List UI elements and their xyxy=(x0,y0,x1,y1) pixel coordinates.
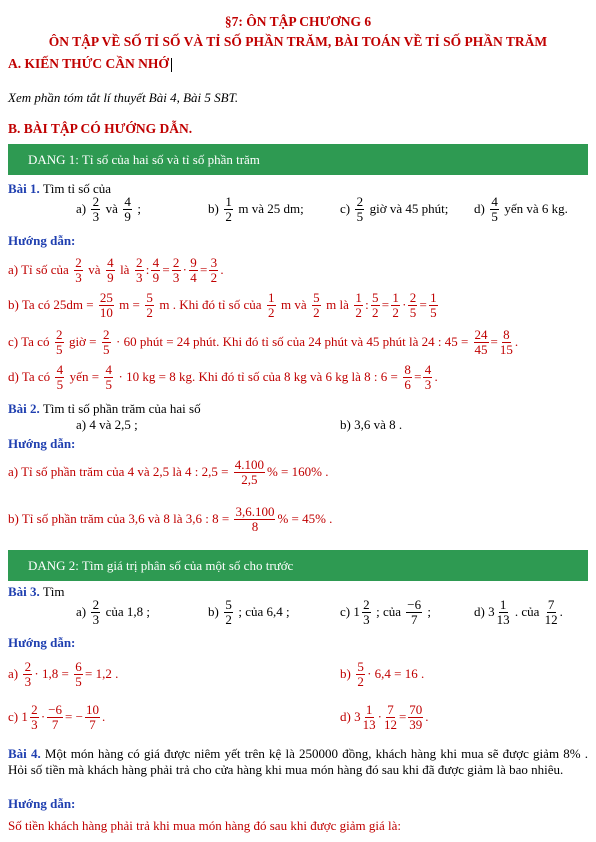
bai3-prompt: Bài 3. Tìm xyxy=(8,584,65,599)
section-b-heading: B. BÀI TẬP CÓ HƯỚNG DẪN. xyxy=(8,121,193,136)
bai3-item-c: c) 1 $\frac{2}{3}$ ; của $\frac{-6}{7}$ ; xyxy=(340,597,431,627)
bai3-item-d: d) 3 $\frac{1}{13}$ . của $\frac{7}{12}$ . xyxy=(474,597,563,627)
sol3-d: d) 3 $\frac{1}{13}$ · $\frac{7}{12}$ = $\frac{70}{39}$ . xyxy=(340,702,429,732)
sol3-b: b) $\frac{5}{2}$ · 6,4 = 16 . xyxy=(340,659,425,689)
bai2-item-b: b) 3,6 và 8 . xyxy=(340,417,403,432)
sol1-c: c) Ta có $\frac{2}{5}$ giờ = $\frac{2}{5}$ · 60 phút = 24 phút. Khi đó tỉ số của 24 phút và 45 phút là 24 : 45 = $\frac{24}{45}$ = $\frac{8}{15}$ . xyxy=(8,327,519,357)
sol1-b: b) Ta có 25dm = $\frac{25}{10}$ m = $\frac{5}{2}$ m . Khi đó tỉ số của $\frac{1}{2}$ m và $\frac{5}{2}$ m là $\frac{1}{2}$ : $\frac{5}{2}$ = $\frac{1}{2}$ · $\frac{2}{5}$ = $\frac{1}{5}$ xyxy=(8,290,437,320)
huongdan-1: Hướng dẫn: xyxy=(8,233,76,248)
bai3-item-b: b) $\frac{5}{2}$ ; của 6,4 ; xyxy=(208,597,290,627)
huongdan-4: Hướng dẫn: xyxy=(8,796,76,811)
huongdan-3: Hướng dẫn: xyxy=(8,635,76,650)
section-a-heading: A. KIẾN THỨC CẦN NHỚ xyxy=(8,56,172,72)
bai3-item-a: a) $\frac{2}{3}$ của 1,8 ; xyxy=(76,597,151,627)
sol1-d: d) Ta có $\frac{4}{5}$ yến = $\frac{4}{5}$ · 10 kg = 8 kg. Khi đó tỉ số của 8 kg và 6 kg là 8 : 6 = $\frac{8}{6}$ = $\frac{4}{3}$ . xyxy=(8,362,438,392)
bai1-item-a: a) $\frac{2}{3}$ và $\frac{4}{9}$ ; xyxy=(76,194,142,224)
bai1-item-b: b) $\frac{1}{2}$ m và 25 dm; xyxy=(208,194,304,224)
bai1-item-d: d) $\frac{4}{5}$ yến và 6 kg. xyxy=(474,194,568,224)
bai1-prompt: Bài 1. Tìm tỉ số của xyxy=(8,181,112,196)
huongdan-2: Hướng dẫn: xyxy=(8,436,76,451)
dang1-banner: DANG 1: Tỉ số của hai số và tỉ số phần trăm xyxy=(8,144,588,175)
bai2-item-a: a) 4 và 2,5 ; xyxy=(76,417,138,432)
bai2-prompt: Bài 2. Tìm tỉ số phần trăm của hai số xyxy=(8,401,201,416)
sol1-a: a) Tỉ số của $\frac{2}{3}$ và $\frac{4}{9}$ là $\frac{2}{3}$ : $\frac{4}{9}$ = $\frac{2}{3}$ · $\frac{9}{4}$ = $\frac{3}{2}$ . xyxy=(8,255,224,285)
text-cursor xyxy=(171,58,173,72)
sol2-a: a) Tỉ số phần trăm của 4 và 2,5 là 4 : 2,5 = $\frac{4.100}{2,5}$ % = 160% . xyxy=(8,457,329,487)
chapter-subtitle: ÔN TẬP VỀ SỐ TỈ SỐ VÀ TỈ SỐ PHẦN TRĂM, BÀI TOÁN VỀ TỈ SỐ PHẦN TRĂM xyxy=(48,34,548,49)
chapter-title: §7: ÔN TẬP CHƯƠNG 6 xyxy=(224,14,372,29)
sol3-c: c) 1 $\frac{2}{3}$ · $\frac{-6}{7}$ = − $\frac{10}{7}$ . xyxy=(8,702,106,732)
bai4-text: Bài 4. Một món hàng có giá được niêm yết trên kệ là 250000 đồng, khách hàng khi mua sẽ được giảm 8% . Hỏi số tiền mà khách hàng phải trả cho cửa hàng khi mua món hàng đó sau khi đã được giảm là bao nhiêu. xyxy=(8,746,588,777)
sol4-text: Số tiền khách hàng phải trả khi mua món hàng đó sau khi được giảm giá là: xyxy=(8,818,402,833)
sol2-b: b) Tỉ số phần trăm của 3,6 và 8 là 3,6 : 8 = $\frac{3,6.100}{8}$ % = 45% . xyxy=(8,504,333,534)
bai1-item-c: c) $\frac{2}{5}$ giờ và 45 phút; xyxy=(340,194,449,224)
dang2-banner: DANG 2: Tìm giá trị phân số của một số cho trước xyxy=(8,550,588,581)
theory-note: Xem phần tóm tắt lí thuyết Bài 4, Bài 5 SBT. xyxy=(8,90,239,105)
sol3-a: a) $\frac{2}{3}$ · 1,8 = $\frac{6}{5}$ = 1,2 . xyxy=(8,659,119,689)
